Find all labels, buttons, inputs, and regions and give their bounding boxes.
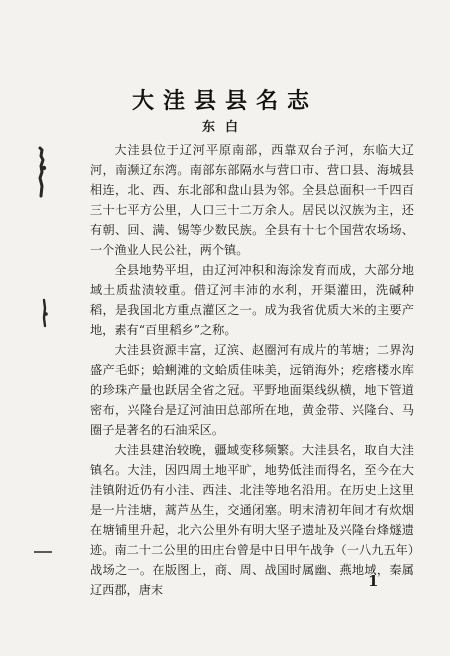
body-text <box>90 140 414 600</box>
paragraph: 大洼县建治较晚，疆域变移频繁。大洼县名，取自大洼镇名。大洼，因四周土地平旷，地势低洼而得名，至今在大洼镇附近仍有小洼、西洼、北洼等地名沿用。在历史上这里是一片洼塘，蒿芦丛生，交通闭塞。明末清初年间才有炊烟在塘铺里升起，北六公里外有明大坚子遗址及兴隆台烽燧遗迹。南二十二公里的田庄台曾是中日甲午战争（一八九五年）战场之一。在版图上，商、周、战国时属幽、燕地域，秦属辽西郡，唐末 <box>90 443 414 597</box>
binding-ink-mark <box>40 148 43 196</box>
page-title: 大洼县县名志 <box>131 88 318 114</box>
page-number: 1 <box>368 572 379 590</box>
author-name: 东白 <box>201 120 248 135</box>
binding-ink-dot <box>44 312 48 316</box>
paragraph: 全县地势平坦，由辽河冲积和海涂发育而成，大部分地域土质盐渍较重。借辽河丰沛的水利，开渠灌田，洗碱种稻，是我国北方重点灌区之一。成为我省优质大米的主要产地，素有“百里稻乡”之称。 <box>90 263 414 337</box>
paragraph: 大洼县位于辽河平原南部，西靠双台子河，东临大辽河，南濒辽东湾。南部东部隔水与营口市、营口县、海城县相连，北、西、东北部和盘山县为邻。全县总面积一千四百三十七平方公里，人口三十二万余人。居民以汉族为主，还有朝、回、满、锡等少数民族。全县有十七个国营农场场、一个渔业人民公社，两个镇。 <box>90 143 414 257</box>
binding-ink-dot <box>42 166 46 170</box>
paragraph: 大洼县资源丰富，辽滨、赵圈河有成片的苇塘；二界沟盛产毛虾；蛤蜊滩的文蛤质佳味美，远销海外；疙瘩楼水库的珍珠产量也跃居全省之冠。平野地面渠线纵横，地下管道密布，兴隆台是辽河油田总部所在地，黄金带、兴隆台、马圈子是著名的石油采区。 <box>90 343 414 437</box>
